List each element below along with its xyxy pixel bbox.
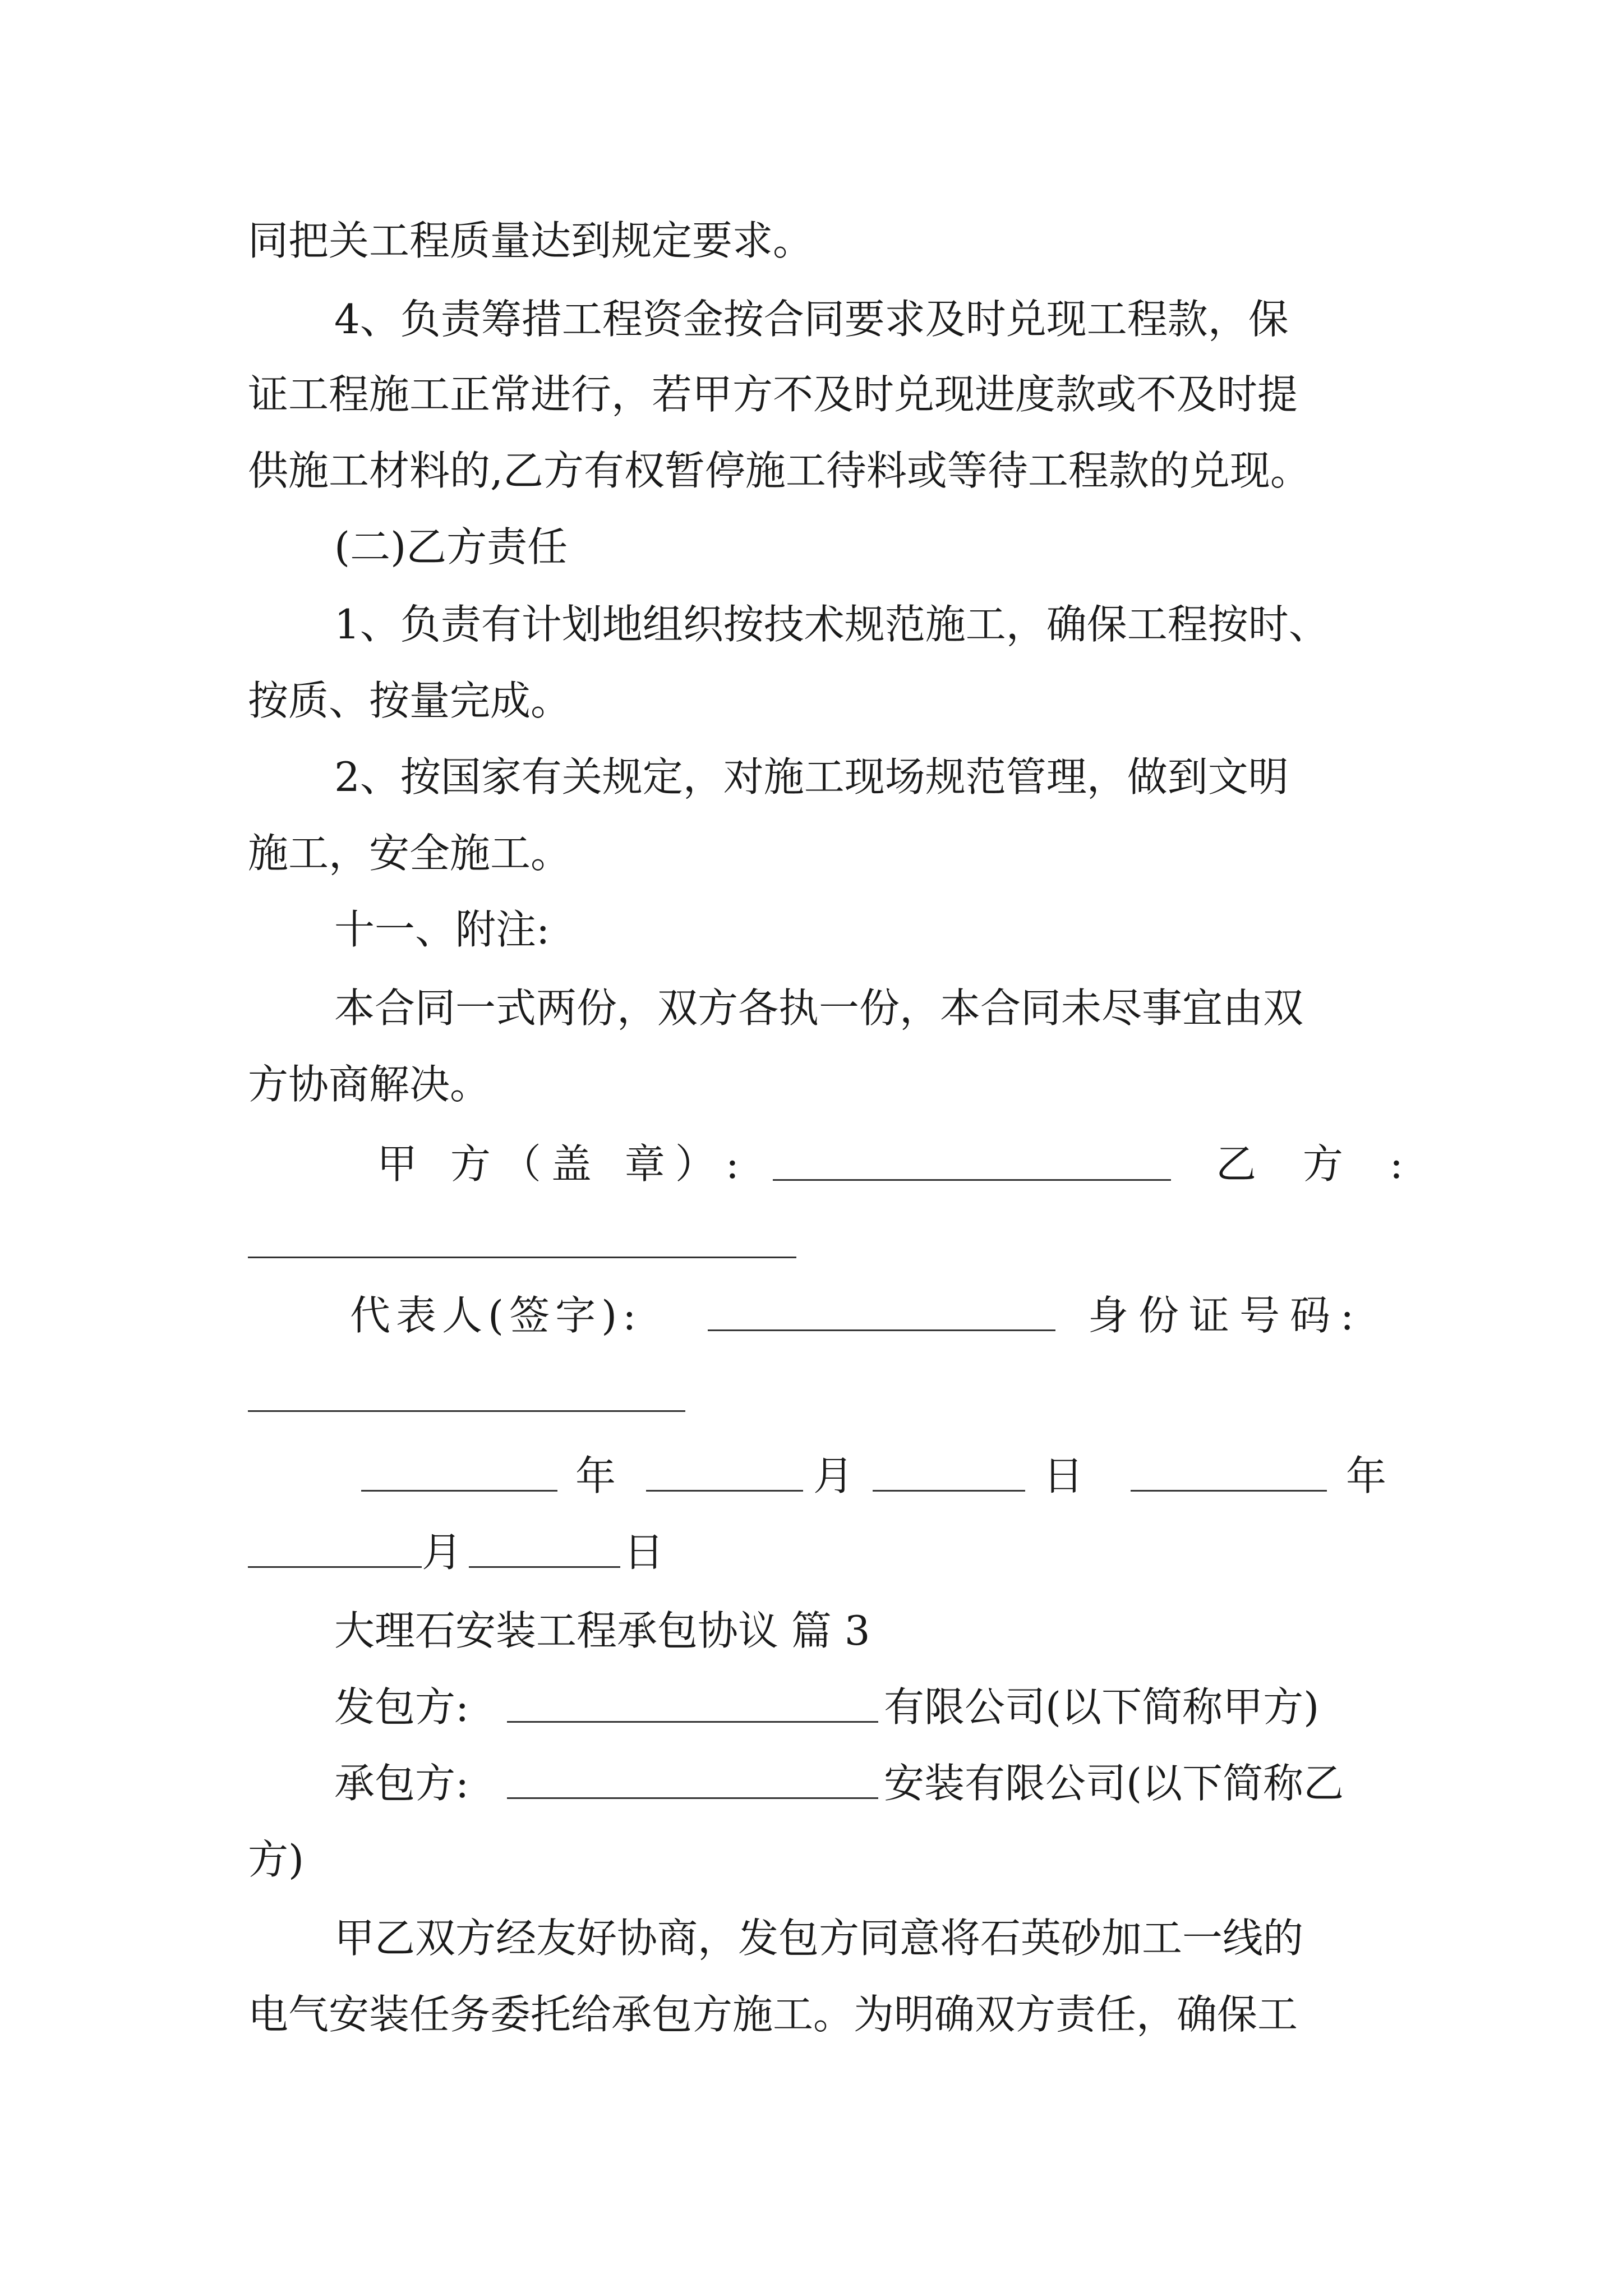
date-month-line[interactable] bbox=[646, 1490, 803, 1492]
paragraph-line: 甲乙双方经友好协商，发包方同意将石英砂加工一线的 bbox=[334, 1915, 1304, 1962]
party-a-seal-line[interactable] bbox=[773, 1179, 1171, 1181]
id-number-label: 身份证号码: bbox=[1088, 1292, 1364, 1339]
contractor-name-line[interactable] bbox=[507, 1797, 878, 1799]
paragraph-line: 2、按国家有关规定，对施工现场规范管理，做到文明 bbox=[334, 753, 1289, 800]
contractor-wrap: 方) bbox=[248, 1836, 305, 1883]
agreement-title: 大理石安装工程承包协议 篇 3 bbox=[334, 1607, 870, 1654]
paragraph-line: 电气安装任务委托给承包方施工。为明确双方责任，确保工 bbox=[248, 1991, 1298, 2038]
date-day-line-b[interactable] bbox=[469, 1566, 620, 1568]
paragraph-line: 供施工材料的,乙方有权暂停施工待料或等待工程款的兑现。 bbox=[248, 447, 1311, 494]
date-day-line[interactable] bbox=[873, 1490, 1025, 1492]
paragraph-line: 本合同一式两份，双方各执一份，本合同未尽事宜由双 bbox=[334, 984, 1304, 1032]
party-b-label: 乙 方 : bbox=[1216, 1140, 1421, 1188]
id-number-line[interactable] bbox=[248, 1410, 685, 1412]
section-heading: (二)乙方责任 bbox=[334, 523, 568, 570]
month-label: 月 bbox=[813, 1452, 854, 1499]
date-year-line[interactable] bbox=[361, 1490, 557, 1492]
representative-signature-line[interactable] bbox=[708, 1329, 1055, 1331]
paragraph-line: 方协商解决。 bbox=[248, 1061, 491, 1108]
party-a-seal-label: 甲 方（盖 章）: bbox=[377, 1140, 750, 1188]
employer-label: 发包方: bbox=[334, 1683, 469, 1731]
paragraph-line: 按质、按量完成。 bbox=[248, 677, 571, 724]
month-label-b: 月 bbox=[422, 1529, 463, 1576]
paragraph-line: 1、负责有计划地组织按技术规范施工，确保工程按时、 bbox=[334, 601, 1329, 648]
paragraph-line: 同把关工程质量达到规定要求。 bbox=[248, 217, 814, 264]
section-heading: 十一、附注: bbox=[334, 906, 550, 953]
paragraph-line: 4、负责筹措工程资金按合同要求及时兑现工程款，保 bbox=[334, 296, 1289, 343]
day-label: 日 bbox=[1043, 1452, 1084, 1499]
paragraph-line: 证工程施工正常进行，若甲方不及时兑现进度款或不及时提 bbox=[248, 371, 1298, 418]
representative-label: 代表人(签字): bbox=[350, 1292, 642, 1339]
year-label-b: 年 bbox=[1346, 1452, 1387, 1499]
employer-name-line[interactable] bbox=[507, 1721, 878, 1723]
paragraph-line: 施工，安全施工。 bbox=[248, 830, 571, 877]
party-b-line[interactable] bbox=[248, 1257, 796, 1258]
contractor-suffix: 安装有限公司(以下简称乙 bbox=[884, 1760, 1344, 1807]
date-month-line-b[interactable] bbox=[248, 1566, 422, 1568]
date-year-line-b[interactable] bbox=[1131, 1490, 1327, 1492]
contractor-label: 承包方: bbox=[334, 1760, 469, 1807]
employer-suffix: 有限公司(以下简称甲方) bbox=[884, 1683, 1320, 1731]
year-label: 年 bbox=[575, 1452, 616, 1499]
day-label-b: 日 bbox=[624, 1529, 665, 1576]
